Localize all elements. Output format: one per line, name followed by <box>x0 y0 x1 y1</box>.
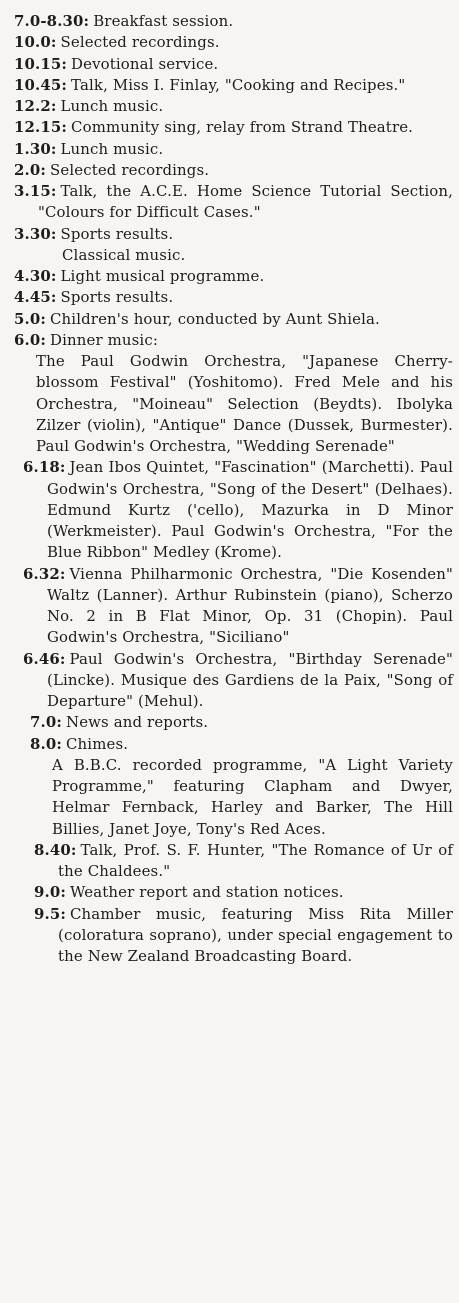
entry-time: 1.30: <box>14 139 57 158</box>
classical-music-note: Classical music. <box>62 245 186 264</box>
entry-time: 4.45: <box>14 288 57 307</box>
entry-time: 12.15: <box>14 118 68 137</box>
entry-time: 12.2: <box>14 97 57 115</box>
entry-text: Chimes. <box>66 734 129 753</box>
programme-entry-ur-talk <box>34 840 453 883</box>
entry-text: Selected recordings. <box>60 33 220 52</box>
programme-entry-sports-results <box>14 224 453 245</box>
programme-entry-6-46 <box>23 649 453 713</box>
programme-entry-lunch-music <box>14 96 453 117</box>
entry-text: Jean Ibos Quintet, "Fascination" (Marchetti). Paul Godwin's Orchestra, "Song of the Desert" (Delhaes). Edmund Kurtz ('cello), Mazurka in D Minor (Werkmeister). Paul Godwin's Orchestra, "For the Blue Ribbon" Medley (Krome). <box>47 458 453 562</box>
programme-entry-recordings <box>14 32 453 53</box>
entry-time: 9.5: <box>34 904 67 923</box>
programme-entry-news <box>30 712 453 733</box>
dinner-music-details: The Paul Godwin Orchestra, "Japanese Cherry-blossom Festival" (Yoshitomo). Fred Mele and his Orchestra, "Moineau" Selection (Beydts). Ibolyka Zilzer (violin), "Antique" Dance (Dussek, Burmester). Paul Godwin's Orchestra, "Wedding Serenade" <box>36 352 453 455</box>
programme-entry-home-science-talk <box>14 181 453 224</box>
programme-entry-chamber-music <box>34 904 453 968</box>
entry-text: Community sing, relay from Strand Theatre. <box>71 118 414 137</box>
entry-time: 4.30: <box>14 267 57 285</box>
entry-text: Chamber music, featuring Miss Rita Miller (coloratura soprano), under special engagement to the New Zealand Broadcasting Board. <box>58 904 453 965</box>
programme-entry-chimes <box>30 734 453 755</box>
entry-text: Vienna Philharmonic Orchestra, "Die Kosenden" Waltz (Lanner). Arthur Rubinstein (piano), Scherzo No. 2 in B Flat Minor, Op. 31 (Chopin). Paul Godwin's Orchestra, "Siciliano" <box>47 564 453 647</box>
programme-entry-6-18 <box>23 457 453 563</box>
entry-time: 10.45: <box>14 75 68 94</box>
entry-time: 8.0: <box>30 734 63 753</box>
programme-entry-6-32 <box>23 564 453 649</box>
programme-entry-recordings-2 <box>14 160 453 181</box>
entry-text: Sports results. <box>60 288 174 307</box>
entry-time: 5.0: <box>14 309 47 328</box>
programme-entry-light-musical <box>14 266 453 287</box>
programme-entry-breakfast <box>14 11 453 32</box>
entry-text: Talk, Miss I. Finlay, "Cooking and Recipes." <box>71 75 406 94</box>
entry-text: Dinner music: <box>50 330 158 349</box>
entry-time: 10.15: <box>14 54 68 73</box>
entry-text: Devotional service. <box>71 54 219 73</box>
entry-text: Lunch music. <box>60 139 164 158</box>
entry-time: 10.0: <box>14 33 57 52</box>
entry-text: Weather report and station notices. <box>70 883 344 902</box>
entry-text: News and reports. <box>66 713 209 732</box>
programme-entry-dinner-music <box>14 330 453 351</box>
entry-time: 6.46: <box>23 649 66 668</box>
entry-text: Talk, the A.C.E. Home Science Tutorial Section, "Colours for Difficult Cases." <box>38 182 453 222</box>
entry-time: 7.0: <box>30 713 63 732</box>
entry-text: Lunch music. <box>60 97 164 115</box>
entry-time: 6.32: <box>23 564 66 583</box>
entry-time: 7.0-8.30: <box>14 12 90 30</box>
entry-text: Selected recordings. <box>50 160 210 179</box>
entry-text: Sports results. <box>60 224 174 243</box>
programme-entry-devotional <box>14 54 453 75</box>
programme-entry-community-sing <box>14 117 453 138</box>
entry-time: 2.0: <box>14 160 47 179</box>
entry-time: 3.15: <box>14 182 57 200</box>
entry-text: Paul Godwin's Orchestra, "Birthday Serenade" (Lincke). Musique des Gardiens de la Paix, "Song of Departure" (Mehul). <box>47 649 453 710</box>
entry-time: 8.40: <box>34 840 77 859</box>
programme-entry-weather <box>34 882 453 903</box>
entry-text: Breakfast session. <box>93 12 234 30</box>
programme-entry-cooking-talk <box>14 75 453 96</box>
entry-text: Light musical programme. <box>60 267 265 285</box>
programme-entry-sports-results-2 <box>14 287 453 308</box>
entry-time: 9.0: <box>34 883 67 902</box>
programme-entry-lunch-music-2 <box>14 139 453 160</box>
entry-time: 3.30: <box>14 224 57 243</box>
programme-entry-childrens-hour <box>14 309 453 330</box>
entry-text: Children's hour, conducted by Aunt Shiela. <box>50 309 380 328</box>
bbc-programme-details: A B.B.C. recorded programme, "A Light Variety Programme," featuring Clapham and Dwyer, Helmar Fernback, Harley and Barker, The Hill Billies, Janet Joye, Tony's Red Aces. <box>52 755 453 838</box>
entry-time: 6.0: <box>14 330 47 349</box>
entry-time: 6.18: <box>23 458 66 477</box>
entry-text: Talk, Prof. S. F. Hunter, "The Romance of Ur of the Chaldees." <box>58 840 453 880</box>
